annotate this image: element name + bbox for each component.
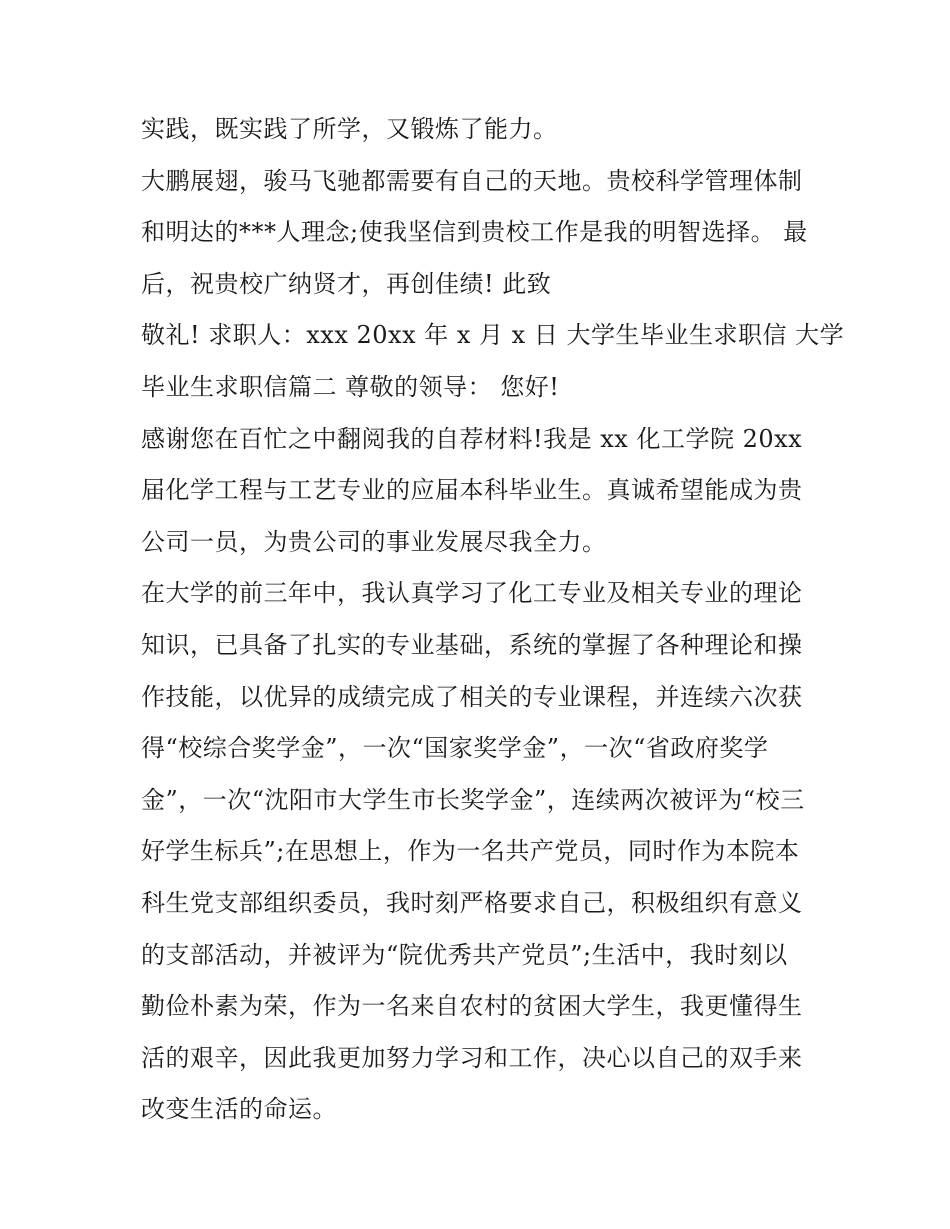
- text-line: 届化学工程与工艺专业的应届本科毕业生。真诚希望能成为贵: [141, 476, 803, 505]
- text-line: 活的艰辛，因此我更加努力学习和工作，决心以自己的双手来: [141, 1043, 803, 1072]
- text-line: 敬礼! 求职人：xxx 20xx 年 x 月 x 日 大学生毕业生求职信 大学: [141, 321, 845, 350]
- text-line: 好学生标兵”;在思想上，作为一名共产党员，同时作为本院本: [141, 837, 800, 866]
- text-line: 大鹏展翅，骏马飞驰都需要有自己的天地。贵校科学管理体制: [141, 166, 803, 195]
- text-line: 和明达的***人理念;使我坚信到贵校工作是我的明智选择。 最: [141, 218, 808, 247]
- text-line: 感谢您在百忙之中翻阅我的自荐材料!我是 xx 化工学院 20xx: [141, 424, 803, 453]
- text-line: 得“校综合奖学金”，一次“国家奖学金”，一次“省政府奖学: [141, 734, 769, 763]
- text-line: 知识，已具备了扎实的专业基础，系统的掌握了各种理论和操: [141, 630, 803, 659]
- text-line: 公司一员，为贵公司的事业发展尽我全力。: [141, 527, 607, 556]
- body-text: [141, 104, 845, 1136]
- text-line: 毕业生求职信篇二 尊敬的领导： 您好!: [141, 372, 560, 401]
- text-line: 改变生活的命运。: [141, 1095, 337, 1124]
- text-line: 科生党支部组织委员，我时刻严格要求自己，积极组织有意义: [141, 888, 803, 917]
- text-line: 勤俭朴素为荣，作为一名来自农村的贫困大学生，我更懂得生: [141, 992, 803, 1021]
- text-line: 实践，既实践了所学，又锻炼了能力。: [141, 115, 558, 143]
- text-line: 金”，一次“沈阳市大学生市长奖学金”，连续两次被评为“校三: [141, 785, 805, 814]
- text-line: 的支部活动，并被评为“院优秀共产党员”;生活中，我时刻以: [141, 940, 788, 969]
- text-line: 后，祝贵校广纳贤才，再创佳绩! 此致: [141, 269, 552, 298]
- text-line: 在大学的前三年中，我认真学习了化工专业及相关专业的理论: [141, 579, 803, 608]
- text-line: 作技能，以优异的成绩完成了相关的专业课程，并连续六次获: [141, 682, 803, 711]
